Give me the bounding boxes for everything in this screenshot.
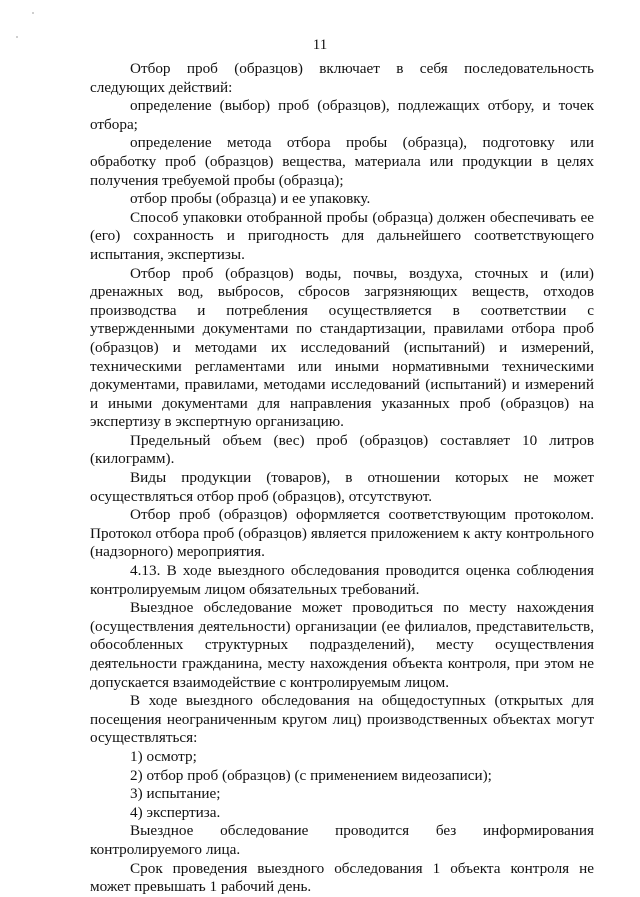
page-number: 11 [312, 37, 328, 53]
scan-artifact [32, 12, 34, 14]
paragraph: отбор пробы (образца) и ее упаковку. [130, 190, 371, 208]
paragraph: Срок проведения выездного обследования 1 объекта контроля не может превышать 1 рабочий день. [90, 859, 594, 896]
paragraph: Способ упаковки отобранной пробы (образца) должен обеспечивать ее (его) сохранность и пригодность для дальнейшего соответствующего испытания, экспертизы. [90, 208, 594, 263]
paragraph: определение (выбор) проб (образцов), подлежащих отбору, и точек отбора; [90, 97, 594, 133]
list-item: 1) осмотр; [130, 747, 197, 765]
list-item: 4) экспертиза. [130, 803, 221, 821]
document-body [90, 60, 594, 897]
paragraph: Выездное обследование проводится без информирования контролируемого лица. [90, 822, 594, 858]
paragraph: Выездное обследование может проводиться по месту нахождения (осуществления деятельности) организации (ее филиалов, представительств, обособленных структурных подразделений), месту осуществления деятельности гражданина, месту нахождения объекта контроля, при этом не допускается взаимодействие с контролируемым лицом. [90, 599, 594, 691]
paragraph: определение метода отбора пробы (образца), подготовку или обработку проб (образцов) вещества, материала или продукции в целях получения требуемой пробы (образца); [90, 134, 594, 189]
list-item: 3) испытание; [130, 785, 221, 803]
list-item: 2) отбор проб (образцов) (с применением видеозаписи); [130, 766, 492, 784]
paragraph: В ходе выездного обследования на общедоступных (открытых для посещения неограниченным кругом лиц) производственных объектах могут осуществляться: [90, 692, 594, 747]
paragraph: Предельный объем (вес) проб (образцов) составляет 10 литров (килограмм). [90, 431, 594, 468]
paragraph: Отбор проб (образцов) включает в себя последовательность следующих действий: [90, 60, 594, 96]
paragraph: Виды продукции (товаров), в отношении которых не может осуществляться отбор проб (образцов), отсутствуют. [90, 469, 594, 505]
paragraph: 4.13. В ходе выездного обследования проводится оценка соблюдения контролируемым лицом обязательных требований. [90, 562, 594, 598]
paragraph: Отбор проб (образцов) оформляется соответствующим протоколом. Протокол отбора проб (образцов) является приложением к акту контрольного (надзорного) мероприятия. [90, 506, 594, 561]
paragraph: Отбор проб (образцов) воды, почвы, воздуха, сточных и (или) дренажных вод, выбросов, сбросов загрязняющих веществ, отходов производства и потребления осуществляется в соответствии с утвержденными документами по стандартизации, правилами отбора проб (образцов) и методами их исследований (испытаний) и измерений, техническими регламентами или иными нормативными техническими документами, правилами, методами исследований (испытаний) и измерений и иными документами для направления указанных проб (образцов) на экспертизу в экспертную организацию. [90, 264, 594, 431]
